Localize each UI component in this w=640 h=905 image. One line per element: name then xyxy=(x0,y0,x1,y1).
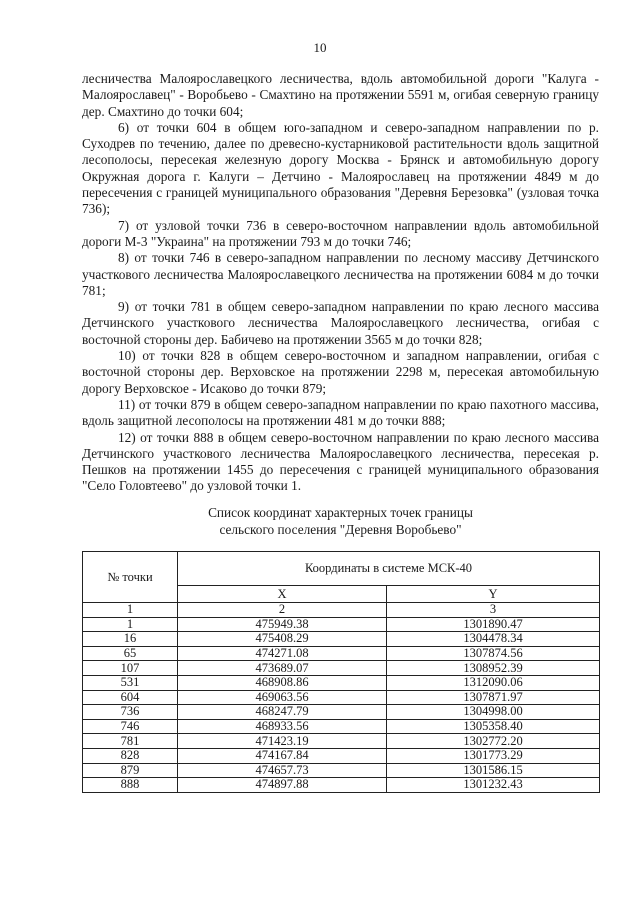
x-cell: 474897.88 xyxy=(178,778,387,793)
x-cell: 475408.29 xyxy=(178,632,387,647)
paragraph-item-11: 11) от точки 879 в общем северо-западном направлении по краю пахотного массива, вдоль защитной лесополосы на протяжении 481 м до точки 888; xyxy=(82,396,599,429)
paragraph-item-8: 8) от точки 746 в северо-западном направлении по лесному массиву Детчинского участкового лесничества Малоярославецкого лесничества на протяжении 6084 м до точки 781; xyxy=(82,250,599,298)
x-cell: 475949.38 xyxy=(178,617,387,632)
table-row xyxy=(83,675,600,690)
point-cell: 746 xyxy=(83,719,178,734)
table-caption-line-1: Список координат характерных точек границы xyxy=(208,505,473,520)
x-cell: 468933.56 xyxy=(178,719,387,734)
y-cell: 1301773.29 xyxy=(387,748,600,763)
point-cell: 1 xyxy=(83,617,178,632)
point-cell: 16 xyxy=(83,632,178,647)
point-cell: 736 xyxy=(83,705,178,720)
y-cell: 1301890.47 xyxy=(387,617,600,632)
table-row xyxy=(83,778,600,793)
paragraph-item-10: 10) от точки 828 в общем северо-восточном и западном направлении, огибая с восточной стороны дер. Верховское на протяжении 2298 м, пересекая автомобильную дорогу Верховское - Исаково до точки 879; xyxy=(82,348,599,396)
y-cell: 1305358.40 xyxy=(387,719,600,734)
body-text xyxy=(82,71,599,495)
paragraph-item-12: 12) от точки 888 в общем северо-восточном направлении по краю лесного массива Детчинского участкового лесничества Малоярославецкого лесничества, пересекая р. Пешков на протяжении 1455 до пересечения с границей муниципального образования "Село Головтеево" до узловой точки 1. xyxy=(82,429,599,494)
point-cell: 828 xyxy=(83,748,178,763)
table-row xyxy=(83,617,600,632)
page-number: 10 xyxy=(313,40,327,55)
y-cell: 1304478.34 xyxy=(387,632,600,647)
x-cell: 474271.08 xyxy=(178,646,387,661)
paragraph-item-6: 6) от точки 604 в общем юго-западном и северо-западном направлении по р. Суходрев по течению, далее по древесно-кустарниковой растительности вдоль защитной лесополосы, пересекая железную дорогу Москва - Брянск и автомобильную дорогу Окружная дорога г. Калуги – Детчино - Малоярославец на протяжении 4849 м до пересечения с границей муниципального образования "Деревня Березовка" (узловая точка 736); xyxy=(82,119,599,217)
y-cell: 1312090.06 xyxy=(387,675,600,690)
point-cell: 107 xyxy=(83,661,178,676)
point-cell: 879 xyxy=(83,763,178,778)
table-row xyxy=(83,734,600,749)
point-cell: 531 xyxy=(83,675,178,690)
point-cell: 604 xyxy=(83,690,178,705)
table-row xyxy=(83,719,600,734)
paragraph-item-9: 9) от точки 781 в общем северо-западном направлении по краю лесного массива Детчинского участкового лесничества Малоярославецкого лесничества, огибая с восточной стороны дер. Бабичево на протяжении 3565 м до точки 828; xyxy=(82,299,599,347)
header-point-number: № точки xyxy=(83,552,178,603)
table-caption-line-2: сельского поселения "Деревня Воробьево" xyxy=(219,521,462,537)
y-cell: 1301232.43 xyxy=(387,778,600,793)
table-row xyxy=(83,690,600,705)
header-x: X xyxy=(178,586,387,603)
table-row xyxy=(83,705,600,720)
table-row xyxy=(83,661,600,676)
column-number: 1 xyxy=(83,603,178,618)
header-coordinate-system: Координаты в системе МСК-40 xyxy=(178,552,600,586)
x-cell: 474167.84 xyxy=(178,748,387,763)
x-cell: 468908.86 xyxy=(178,675,387,690)
column-number: 2 xyxy=(178,603,387,618)
table-row xyxy=(83,763,600,778)
y-cell: 1307874.56 xyxy=(387,646,600,661)
x-cell: 474657.73 xyxy=(178,763,387,778)
x-cell: 468247.79 xyxy=(178,705,387,720)
table-caption xyxy=(82,505,599,538)
column-number-row xyxy=(83,603,600,618)
x-cell: 473689.07 xyxy=(178,661,387,676)
paragraph-item-7: 7) от узловой точки 736 в северо-восточном направлении вдоль автомобильной дороги М-3 "Украина" на протяжении 793 м до точки 746; xyxy=(82,217,599,249)
header-y: Y xyxy=(387,586,600,603)
paragraph-continuation: лесничества Малоярославецкого лесничества, вдоль автомобильной дороги "Калуга - Малоярославец" - Воробьево - Смахтино на протяжении 5591 м, огибая северную границу дер. Смахтино до точки 604; xyxy=(82,71,599,119)
x-cell: 471423.19 xyxy=(178,734,387,749)
table-row xyxy=(83,632,600,647)
table-row xyxy=(83,748,600,763)
point-cell: 888 xyxy=(83,778,178,793)
point-cell: 65 xyxy=(83,646,178,661)
x-cell: 469063.56 xyxy=(178,690,387,705)
y-cell: 1304998.00 xyxy=(387,705,600,720)
y-cell: 1307871.97 xyxy=(387,690,600,705)
table-row xyxy=(83,646,600,661)
y-cell: 1308952.39 xyxy=(387,661,600,676)
coordinates-table xyxy=(82,551,600,793)
y-cell: 1301586.15 xyxy=(387,763,600,778)
y-cell: 1302772.20 xyxy=(387,734,600,749)
column-number: 3 xyxy=(387,603,600,618)
point-cell: 781 xyxy=(83,734,178,749)
